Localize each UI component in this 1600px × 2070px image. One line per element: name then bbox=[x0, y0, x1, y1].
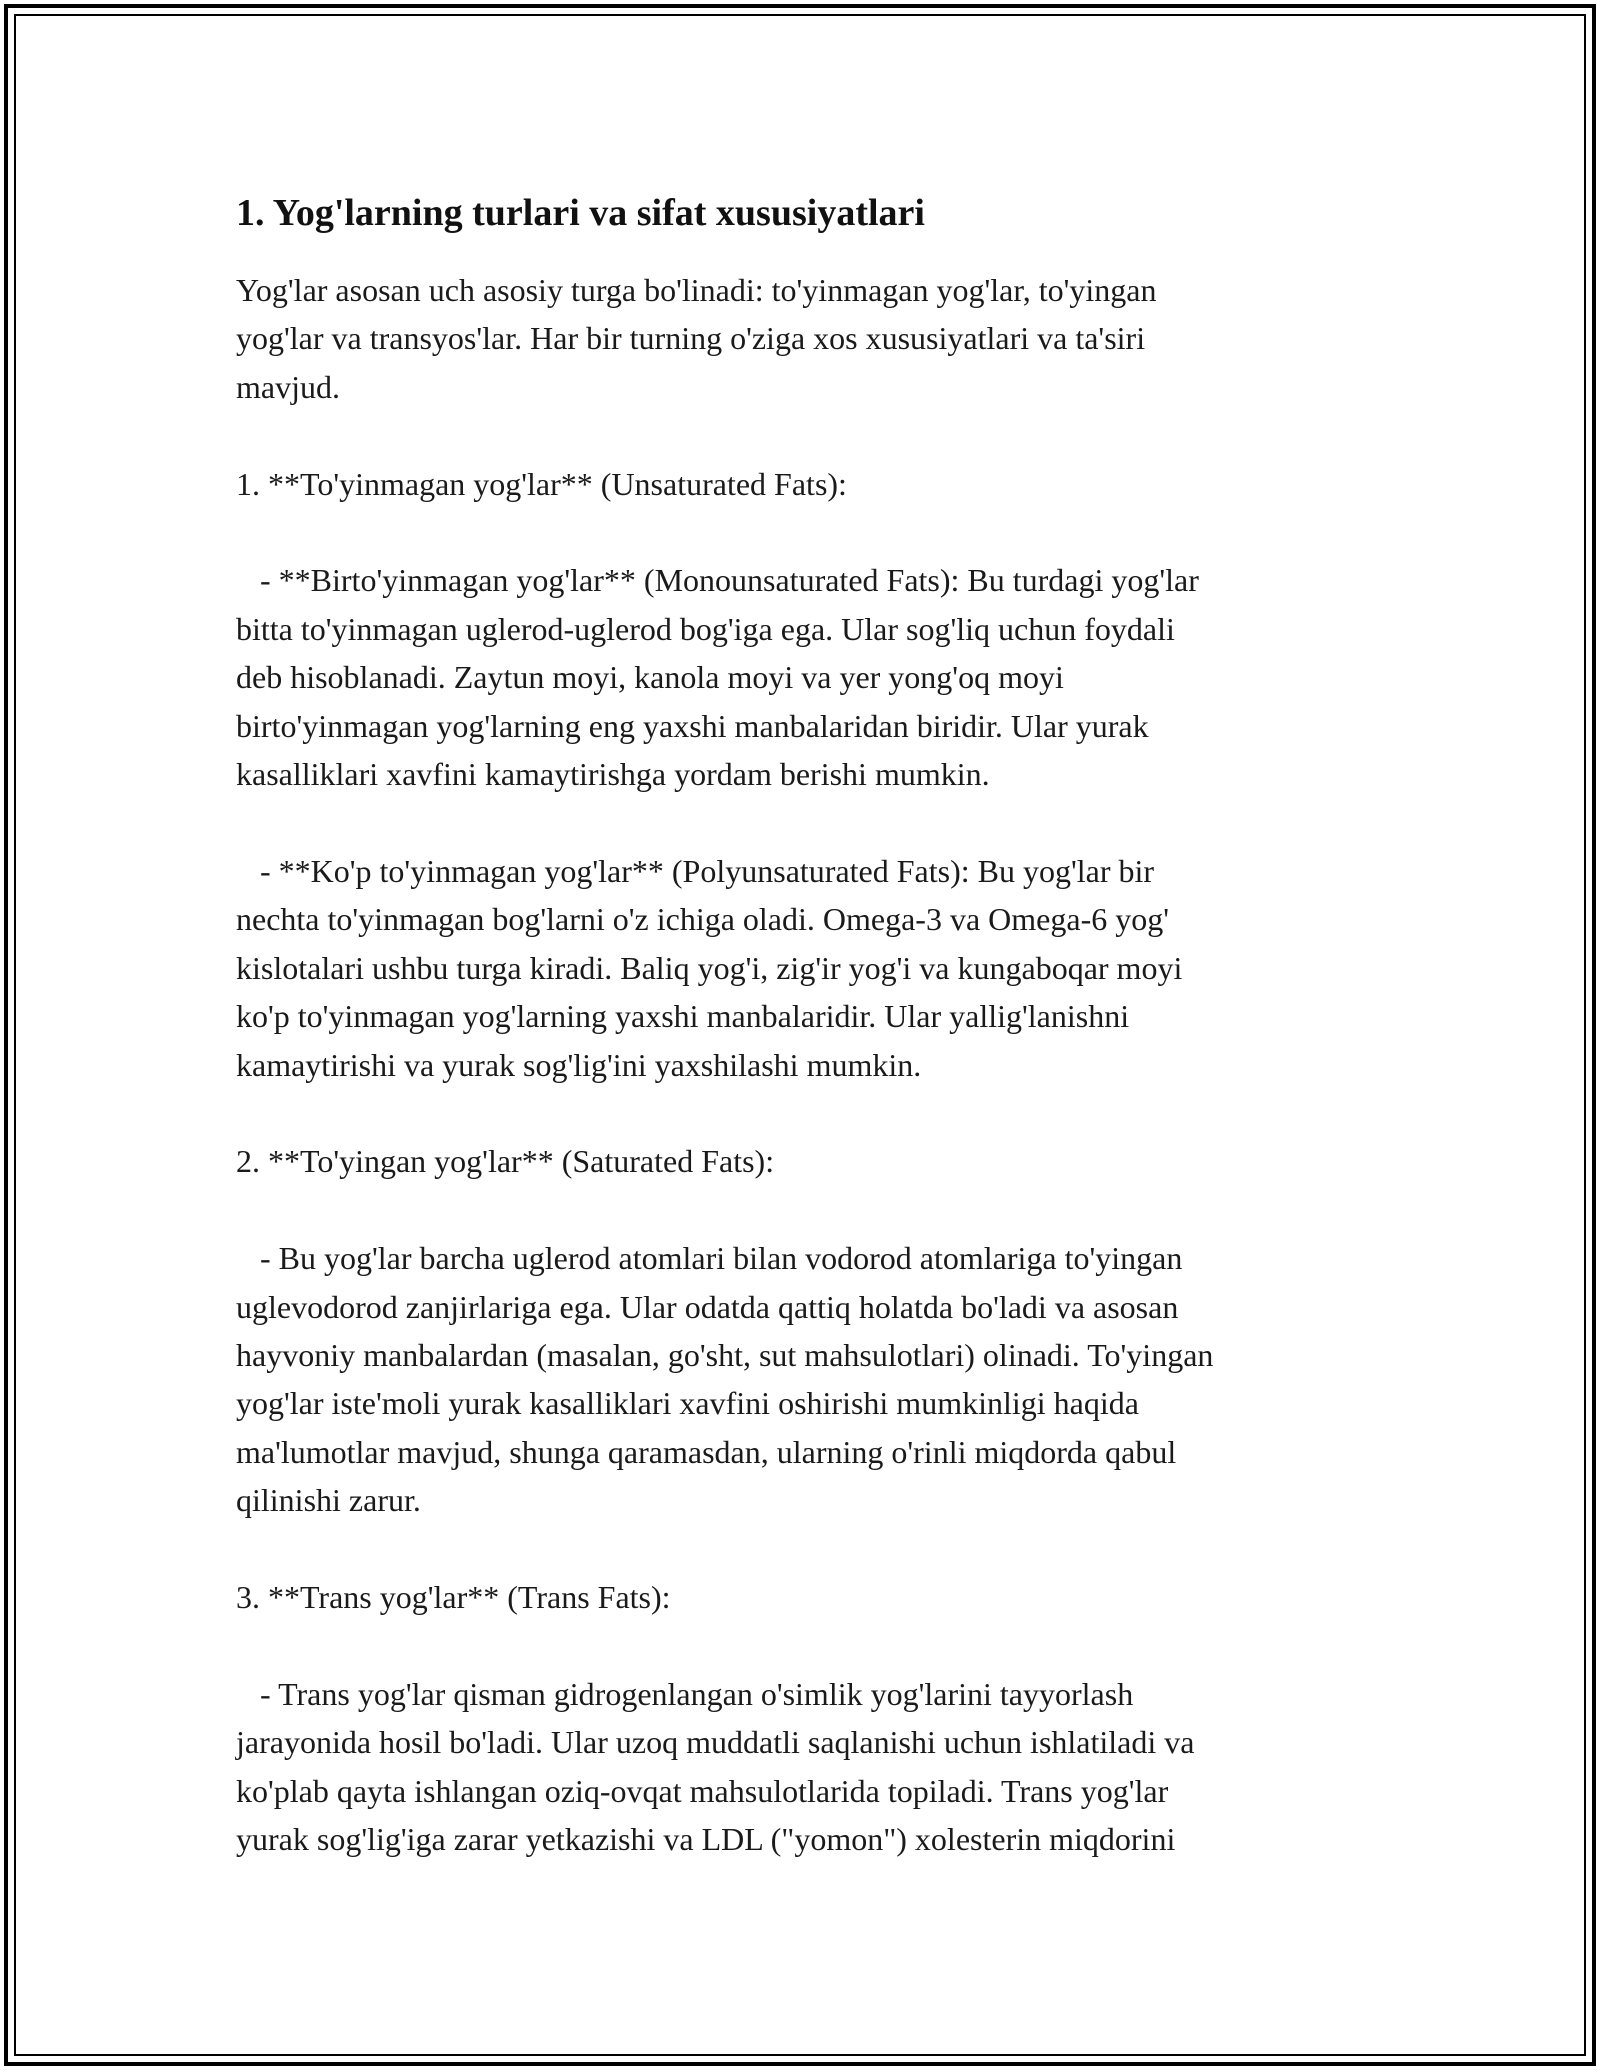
document-content bbox=[236, 186, 1366, 1863]
section-heading: 1. Yog'larning turlari va sifat xususiyatlari bbox=[236, 192, 925, 234]
body-text: Yog'lar asosan uch asosiy turga bo'linadi: to'yinmagan yog'lar, to'yingan yog'lar va transyos'lar. Har bir turning o'ziga xos xususiyatlari va ta'siri mavjud. 1. **To'yinmagan yog'lar** (Unsaturated Fats): - **Birto'yinmagan yog'lar** (Monounsaturated Fats): Bu turdagi yog'lar bitta to'yinmagan uglerod-uglerod bog'iga ega. Ular sog'liq uchun foydali deb hisoblanadi. Zaytun moyi, kanola moyi va yer yong'oq moyi birto'yinmagan yog'larning eng yaxshi manbalaridan biridir. Ular yurak kasalliklari xavfini kamaytirishga yordam berishi mumkin. - **Ko'p to'yinmagan yog'lar** (Polyunsaturated Fats): Bu yog'lar bir nechta to'yinmagan bog'larni o'z ichiga oladi. Omega-3 va Omega-6 yog' kislotalari ushbu turga kiradi. Baliq yog'i, zig'ir yog'i va kungaboqar moyi ko'p to'yinmagan yog'larning yaxshi manbalaridir. Ular yallig'lanishni kamaytirishi va yurak sog'lig'ini yaxshilashi mumkin. 2. **To'yingan yog'lar** (Saturated Fats): - Bu yog'lar barcha uglerod atomlari bilan vodorod atomlariga to'yingan uglevodorod zanjirlariga ega. Ular odatda qattiq holatda bo'ladi va asosan hayvoniy manbalardan (masalan, go'sht, sut mahsulotlari) olinadi. To'yingan yog'lar iste'moli yurak kasalliklari xavfini oshirishi mumkinligi haqida ma'lumotlar mavjud, shunga qaramasdan, ularning o'rinli miqdorda qabul qilinishi zarur. 3. **Trans yog'lar** (Trans Fats): - Trans yog'lar qisman gidrogenlangan o'simlik yog'larini tayyorlash jarayonida hosil bo'ladi. Ular uzoq muddatli saqlanishi uchun ishlatiladi va ko'plab qayta ishlangan oziq-ovqat mahsulotlarida topiladi. Trans yog'lar yurak sog'lig'iga zarar yetkazishi va LDL ("yomon") xolesterin miqdorini bbox=[236, 272, 1214, 1857]
